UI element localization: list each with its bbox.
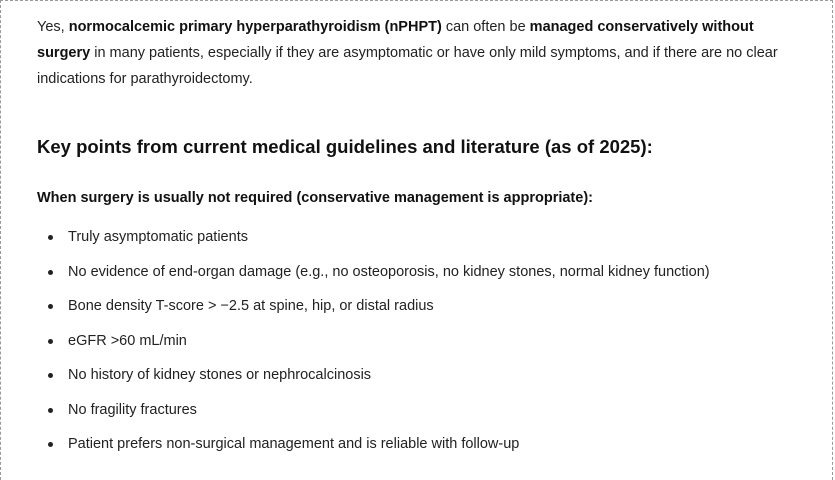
section-heading: Key points from current medical guidelines and literature (as of 2025): <box>37 136 653 157</box>
intro-text-2: can often be <box>441 19 530 35</box>
bullet-icon <box>48 304 53 309</box>
criteria-list <box>37 226 710 468</box>
list-item-text: Truly asymptomatic patients <box>68 229 248 245</box>
list-item <box>37 261 710 296</box>
bullet-icon <box>48 408 53 413</box>
list-item <box>37 433 710 468</box>
intro-text-1: Yes, <box>37 19 69 35</box>
bullet-icon <box>48 235 53 240</box>
list-item <box>37 330 710 365</box>
intro-bold-1: normocalcemic primary hyperparathyroidism (nPHPT) <box>68 19 442 35</box>
list-item-text: No fragility fractures <box>68 401 197 418</box>
list-item <box>37 399 710 434</box>
list-item <box>37 295 710 330</box>
list-item-text: eGFR >60 mL/min <box>68 332 187 349</box>
list-item-text: No history of kidney stones or nephrocalcinosis <box>68 367 372 383</box>
bullet-icon <box>48 373 53 378</box>
list-item-text: Bone density T-score > −2.5 at spine, hip, or distal radius <box>68 298 434 314</box>
intro-bold-2: managed conservatively without surgery <box>37 19 754 61</box>
bullet-icon <box>48 270 53 275</box>
bullet-icon <box>48 442 53 447</box>
list-item <box>37 364 710 399</box>
list-item <box>37 226 710 261</box>
intro-text-3: in many patients, especially if they are asymptomatic or have only mild symptoms, and if there are no clear indications for parathyroidectomy. <box>37 45 778 87</box>
subsection-heading: When surgery is usually not required (conservative management is appropriate): <box>37 190 593 206</box>
response-content <box>37 14 807 452</box>
bullet-icon <box>48 339 53 344</box>
list-item-text: Patient prefers non-surgical management and is reliable with follow-up <box>68 436 520 452</box>
intro-paragraph <box>37 14 807 92</box>
list-item-text: No evidence of end-organ damage (e.g., no osteoporosis, no kidney stones, normal kidney function) <box>68 263 710 280</box>
